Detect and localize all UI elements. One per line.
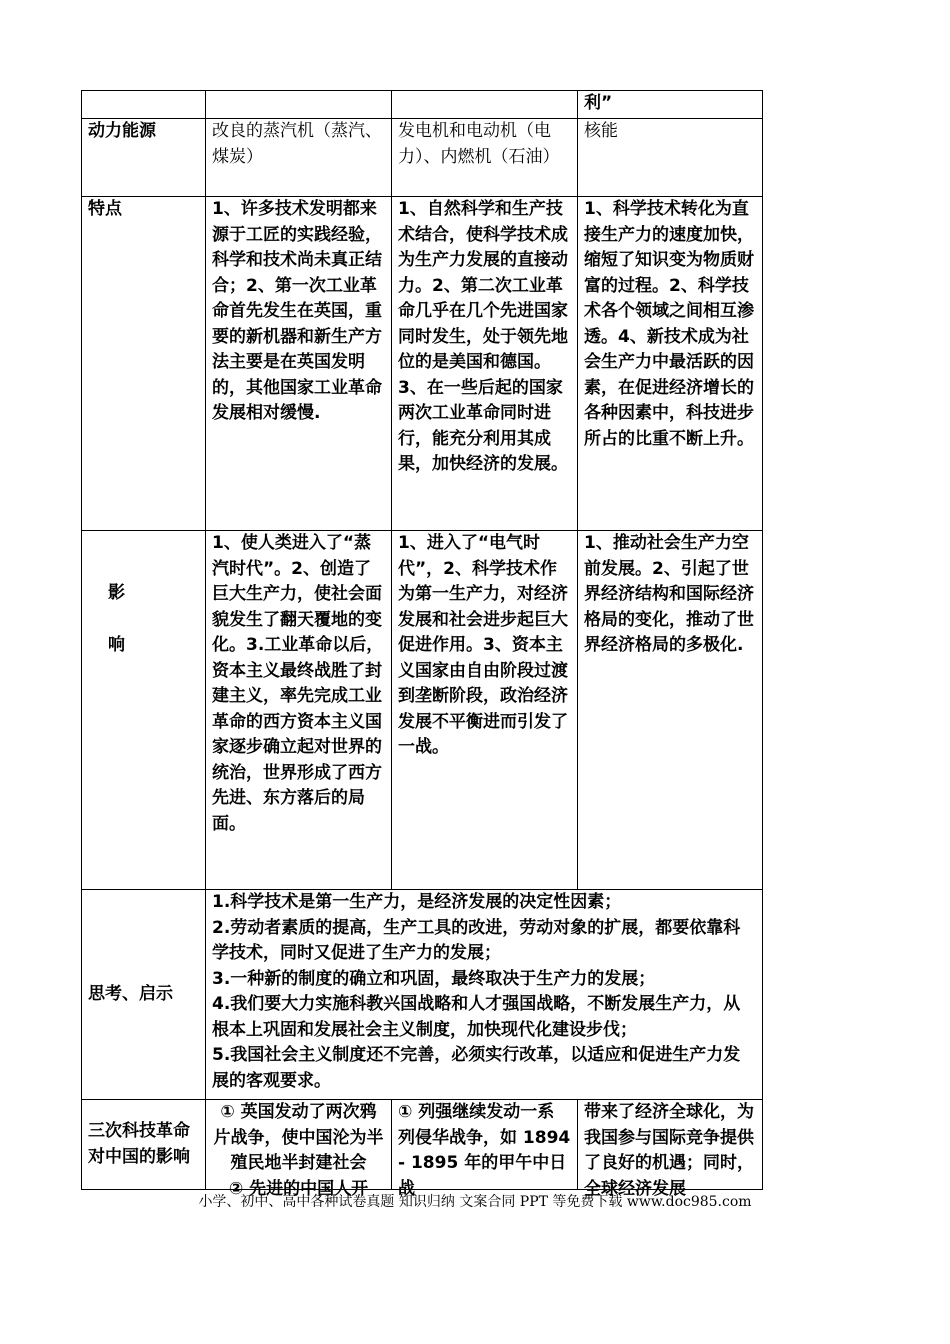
cell-energy-second: 发电机和电动机（电力）、内燃机（石油） (392, 119, 578, 197)
cell-empty (206, 91, 392, 119)
china-first-line-1: ① 英国发动了两次鸦片战争，使中国沦为半殖民地半封建社会 (213, 1102, 384, 1173)
row-label-impact (82, 531, 206, 890)
cell-china-third (578, 1100, 763, 1199)
page-footer: 小学、初中、高中各种试卷真题 知识归纳 文案合同 PPT 等免费下载 www.doc985.com (198, 1194, 752, 1210)
cell-empty (392, 91, 578, 119)
table-row-china (82, 1100, 763, 1190)
cell-features-second: 1、自然科学和生产技术结合，使科学技术成为生产力发展的直接动力。2、第二次工业革命几乎在几个先进国家同时发生，处于领先地位的是美国和德国。3、在一些后起的国家两次工业革命同时进行，能充分利用其成果，加快经济的发展。 (392, 197, 578, 531)
china-second-text: ① 列强继续发动一系列侵华战争，如 1894 - 1895 年的甲午中日战 (398, 1102, 571, 1199)
table-row-features (82, 197, 763, 531)
cell-impact-third: 1、推动社会生产力空前发展。2、引起了世界经济结构和国际经济格局的变化，推动了世界经济格局的多极化. (578, 531, 763, 890)
thinking-item: 3.一种新的制度的确立和巩固，最终取决于生产力的发展； (212, 968, 656, 989)
cell-energy-first: 改良的蒸汽机（蒸汽、煤炭） (206, 119, 392, 197)
thinking-item: 2.劳动者素质的提高，生产工具的改进，劳动对象的扩展，都要依靠科学技术，同时又促进了生产力的发展； (212, 917, 741, 963)
cell-energy-third: 核能 (578, 119, 763, 197)
comparison-table (81, 90, 763, 1199)
row-label-thinking: 思考、启示 (82, 890, 206, 1100)
row-label-energy: 动力能源 (82, 119, 206, 197)
cell-thinking (206, 890, 763, 1100)
cell-features-first: 1、许多技术发明都来源于工匠的实践经验，科学和技术尚未真正结合；2、第一次工业革命首先发生在英国，重要的新机器和新生产方法主要是在英国发明的，其他国家工业革命发展相对缓慢. (206, 197, 392, 531)
row-label-impact-2: 响 (108, 634, 125, 655)
cell-features-third: 1、科学技术转化为直接生产力的速度加快，缩短了知识变为物质财富的过程。2、科学技术各个领域之间相互渗透。4、新技术成为社会生产力中最活跃的因素，在促进经济增长的各种因素中，科技进步所占的比重不断上升。 (578, 197, 763, 531)
table-row-energy (82, 119, 763, 197)
cell-china-first (206, 1100, 392, 1199)
thinking-item: 4.我们要大力实施科教兴国战略和人才强国战略，不断发展生产力，从根本上巩固和发展社会主义制度，加快现代化建设步伐； (212, 994, 741, 1040)
table-row-top (82, 91, 763, 119)
china-first-line-2: ② 先进的中国人开 (228, 1178, 369, 1199)
cell-impact-first: 1、使人类进入了“蒸汽时代”。2、创造了巨大生产力，使社会面貌发生了翻天覆地的变化。3.工业革命以后，资本主义最终战胜了封建主义，率先完成工业革命的西方资本主义国家逐步确立起对世界的统治，世界形成了西方先进、东方落后的局面。 (206, 531, 392, 890)
row-label-china: 三次科技革命对中国的影响 (82, 1100, 206, 1190)
cell-impact-second: 1、进入了“电气时代”，2、科学技术作为第一生产力，对经济发展和社会进步起巨大促进作用。3、资本主义国家由自由阶段过渡到垄断阶段，政治经济发展不平衡进而引发了一战。 (392, 531, 578, 890)
cell-top-c4: 利” (578, 91, 763, 119)
cell-china-second (392, 1100, 578, 1199)
row-label-features: 特点 (82, 197, 206, 531)
table-row-impact (82, 531, 763, 890)
china-third-text: 带来了经济全球化，为我国参与国际竞争提供了良好的机遇；同时，全球经济发展 (584, 1102, 754, 1199)
thinking-item: 5.我国社会主义制度还不完善，必须实行改革，以适应和促进生产力发展的客观要求。 (212, 1045, 741, 1091)
table-row-thinking (82, 890, 763, 1100)
cell-empty (82, 91, 206, 119)
row-label-impact-1: 影 (108, 583, 125, 603)
thinking-item: 1.科学技术是第一生产力，是经济发展的决定性因素； (212, 892, 622, 912)
